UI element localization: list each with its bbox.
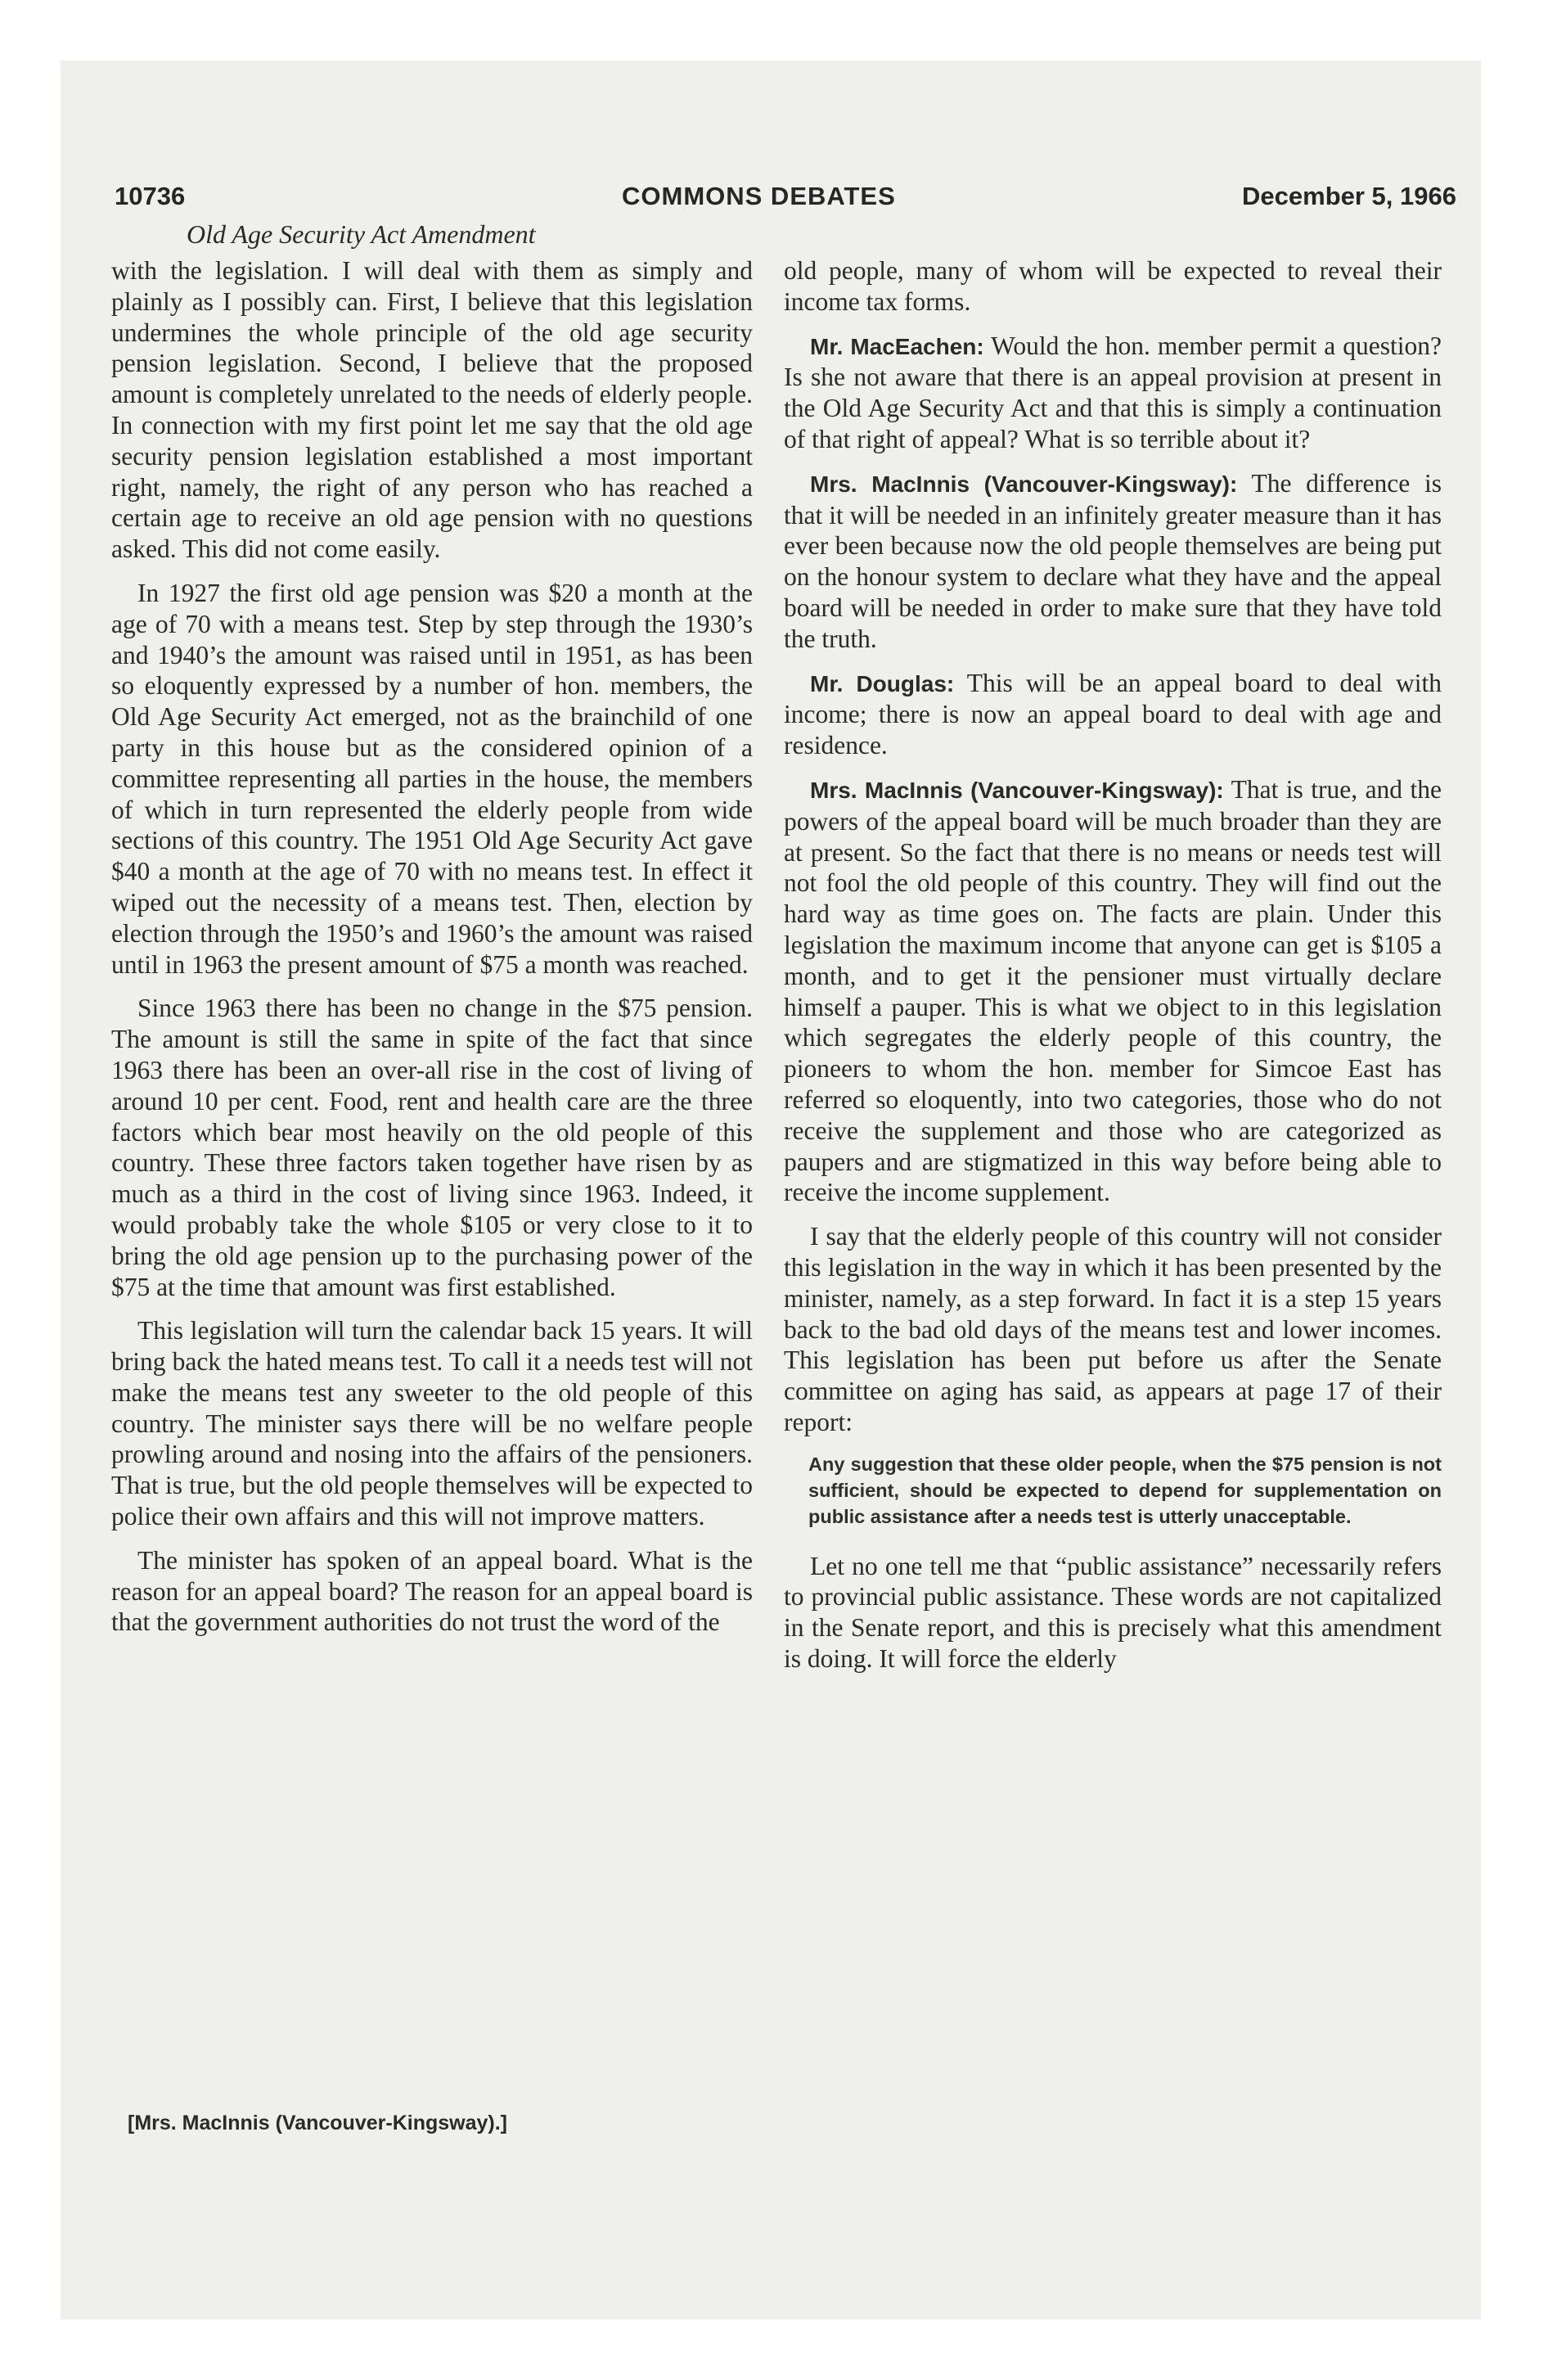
speech-text: The difference is that it will be needed in an infinitely greater measure than it has ever been because now the old people themselves are being put on the honour system to declare what they have and the appeal board will be needed in order to make sure that they have told the truth. [784, 468, 1442, 653]
paragraph: old people, many of whom will be expected to reveal their income tax forms. [784, 256, 1442, 316]
speech-text: That is true, and the powers of the appeal board will be much broader than they are at present. So the fact that there is no means or needs test will not fool the old people of this country. They will find out the hard way as time goes on. The facts are plain. Under this legislation the maximum income that anyone can get is $105 a month, and to get it the pensioner must virtually declare himself a pauper. This is what we object to in this legislation which segregates the elderly people of this country, the pioneers to whom the hon. member for Simcoe East has referred so eloquently, into two categories, those who do not receive the supplement and those who are categorized as paupers and are stigmatized in this way before being able to receive the income supplement. [784, 774, 1442, 1207]
left-column [111, 255, 753, 1651]
paragraph: In 1927 the first old age pension was $20 a month at the age of 70 with a means test. Step by step through the 1930’s and 1940’s the amount was raised until in 1951, as has been so eloquently expressed by a number of hon. members, the Old Age Security Act emerged, not as the brainchild of one party in this house but as the considered opinion of a committee representing all parties in the house, the members of which in turn represented the elderly people from wide sections of this country. The 1951 Old Age Security Act gave $40 a month at the age of 70 with no means test. In effect it wiped out the necessity of a means test. Then, election by election through the 1950’s and 1960’s the amount was raised until in 1963 the present amount of $75 a month was reached. [111, 578, 753, 979]
speech-text: Would the hon. member permit a question? Is she not aware that there is an appeal provision at present in the Old Age Security Act and that this is simply a continuation of that right of appeal? What is so terrible about it? [784, 331, 1442, 453]
paragraph: Let no one tell me that “public assistance” necessarily refers to provincial public assistance. These words are not capitalized in the Senate report, and this is precisely what this amendment is doing. It will force the elderly [784, 1551, 1442, 1674]
paragraph: Since 1963 there has been no change in the $75 pension. The amount is still the same in spite of the fact that since 1963 there has been an over-all rise in the cost of living of around 10 per cent. Food, rent and health care are the three factors which bear most heavily on the old people of this country. These three factors taken together have risen by as much as a third in the cost of living since 1963. Indeed, it would probably take the whole $105 or very close to it to bring the old age pension up to the purchasing power of the $75 at the time that amount was first established. [111, 994, 753, 1301]
speech-text: This will be an appeal board to deal with income; there is now an appeal board to deal with age and residence. [784, 668, 1442, 760]
section-subheading: Old Age Security Act Amendment [187, 219, 536, 249]
block-quote: Any suggestion that these older people, when the $75 pension is not sufficient, should be expected to depend for supplementation on public assistance after a needs test is utterly unacceptable. [808, 1453, 1442, 1527]
speaker-name: Mrs. MacInnis (Vancouver-Kingsway): [810, 777, 1224, 803]
speaker-attribution-footer: [Mrs. MacInnis (Vancouver-Kingsway).] [128, 2112, 507, 2134]
speech-paragraph [784, 774, 1442, 1208]
speech-paragraph [784, 331, 1442, 455]
running-header [115, 182, 1456, 219]
journal-title: COMMONS DEBATES [622, 182, 896, 210]
speaker-name: Mrs. MacInnis (Vancouver-Kingsway): [810, 471, 1238, 497]
right-column [784, 255, 1442, 1688]
paragraph: The minister has spoken of an appeal board. What is the reason for an appeal board? The reason for an appeal board is that the government authorities do not trust the word of the [111, 1545, 753, 1637]
page-number: 10736 [115, 182, 186, 210]
speaker-name: Mr. Douglas: [810, 670, 955, 696]
paragraph: with the legislation. I will deal with them as simply and plainly as I possibly can. First, I believe that this legislation undermines the whole principle of the old age security pension legislation. Second, I believe that the proposed amount is completely unrelated to the needs of elderly people. In connection with my first point let me say that the old age security pension legislation established a most important right, namely, the right of any person who has reached a certain age to receive an old age pension with no questions asked. This did not come easily. [111, 256, 753, 564]
paragraph: This legislation will turn the calendar back 15 years. It will bring back the hated means test. To call it a needs test will not make the means test any sweeter to the old people of this country. The minister says there will be no welfare people prowling around and nosing into the affairs of the pensioners. That is true, but the old people themselves will be expected to police their own affairs and this will not improve matters. [111, 1316, 753, 1531]
header-date: December 5, 1966 [1242, 182, 1456, 210]
paragraph: I say that the elderly people of this country will not consider this legislation in the way in which it has been presented by the minister, namely, as a step forward. In fact it is a step 15 years back to the bad old days of the means test and lower incomes. This legislation has been put before us after the Senate committee on aging has said, as appears at page 17 of their report: [784, 1222, 1442, 1436]
speech-paragraph [784, 668, 1442, 761]
speech-paragraph [784, 468, 1442, 655]
speaker-name: Mr. MacEachen: [810, 333, 984, 359]
